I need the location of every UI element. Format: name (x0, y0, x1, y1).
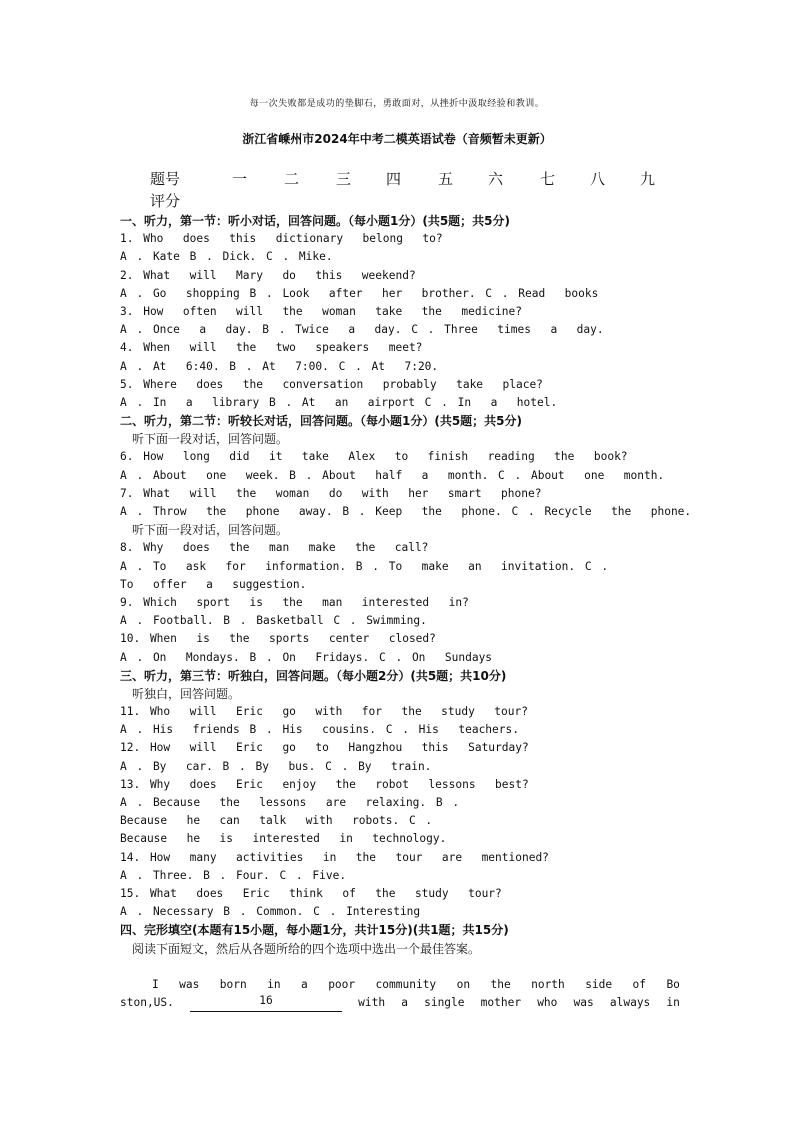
score-column: 二 (284, 170, 300, 188)
answer-options: A . To ask for information. B . To make an invitation. C . (120, 559, 609, 573)
score-column: 七 (540, 170, 556, 188)
passage-word: poor (328, 977, 356, 991)
answer-options: A . Throw the phone away. B . Keep the phone. C . Recycle the phone. (120, 505, 692, 518)
answer-options: A . In a library B . At an airport C . In a hotel. (120, 395, 558, 409)
question: 7. What will the woman do with her smart phone? (120, 486, 542, 500)
score-column: 一 (232, 170, 248, 188)
passage-word: ston,US. (120, 995, 174, 1009)
passage-word: a (401, 995, 408, 1009)
question: 9. Which sport is the man interested in? (120, 595, 469, 609)
section-heading: 一、听力，第一节：听小对话，回答问题。（每小题1分）(共5题；共5分) (120, 214, 511, 228)
passage-word: single (424, 995, 465, 1009)
motto-text: 每一次失败都是成功的垫脚石，勇敢面对，从挫折中汲取经验和教训。 (249, 99, 545, 109)
question: 14. How many activities in the tour are mentioned? (120, 850, 549, 864)
answer-options: A . At 6:40. B . At 7:00. C . At 7:20. (120, 359, 439, 373)
score-column: 六 (488, 170, 504, 188)
answer-options: A . Three. B . Four. C . Five. (120, 868, 347, 882)
page-title: 浙江省嵊州市2024年中考二模英语试卷（音频暂未更新） (242, 132, 552, 146)
passage-word: on (456, 977, 471, 991)
score-column: 三 (336, 170, 352, 188)
passage-word: mother (480, 995, 522, 1009)
passage-line-1 (120, 976, 680, 994)
question: 3. How often will the woman take the medicine? (120, 304, 522, 318)
passage-word: north (531, 977, 565, 991)
answer-options: A . By car. B . By bus. C . By train. (120, 759, 432, 773)
answer-options: A . About one week. B . About half a month. C . About one month. (120, 468, 665, 482)
answer-options: Because he can talk with robots. C . (120, 814, 433, 828)
score-column: 八 (590, 170, 606, 188)
answer-options: To offer a suggestion. (120, 577, 307, 591)
question: 10. When is the sports center closed? (120, 632, 436, 646)
passage-word: the (490, 977, 511, 991)
passage-word: in (666, 995, 680, 1009)
question: 11. Who will Eric go with for the study tour? (120, 705, 528, 719)
passage-word: in (267, 977, 281, 991)
passage (120, 976, 680, 1012)
question: 2. What will Mary do this weekend? (120, 268, 416, 282)
question: 8. Why does the man make the call? (120, 541, 429, 555)
passage-word: was (573, 995, 594, 1009)
passage-word: Bo (666, 977, 680, 991)
passage-word: side (585, 977, 613, 991)
answer-options: A . Necessary B . Common. C . Interesting (120, 905, 421, 919)
answer-options: A . His friends B . His cousins. C . His teachers. (120, 723, 519, 737)
question: 6. How long did it take Alex to finish reading the book? (120, 450, 628, 464)
passage-word: community (375, 977, 437, 991)
passage-word: with (358, 995, 386, 1009)
answer-options: Because he is interested in technology. (120, 832, 447, 846)
score-row-label: 评分 (150, 192, 181, 210)
answer-options: A . On Mondays. B . On Fridays. C . On Sundays (120, 650, 493, 664)
section-heading: 二、听力，第二节：听较长对话，回答问题。（每小题1分）(共5题；共5分) (120, 414, 523, 429)
answer-options: A . Go shopping B . Look after her brother. C . Read books (120, 286, 599, 300)
answer-options: A . Kate B . Dick. C . Mike. (120, 250, 333, 264)
question: 13. Why does Eric enjoy the robot lessons best? (120, 777, 529, 791)
section-instruction: 听独白，回答问题。 (132, 686, 241, 701)
score-column: 五 (438, 170, 454, 188)
passage-word: always (609, 995, 651, 1009)
section-heading: 三、听力，第三节：听独白，回答问题。（每小题2分）(共5题；共10分) (120, 668, 507, 683)
question: 5. Where does the conversation probably take place? (120, 377, 543, 391)
section-instruction: 听下面一段对话，回答问题。 (132, 523, 289, 538)
score-table-header-label: 题号 (150, 170, 181, 188)
section-instruction: 阅读下面短文，然后从各题所给的四个选项中选出一个最佳答案。 (132, 941, 481, 956)
passage-word: was (179, 977, 200, 991)
answer-options: A . Because the lessons are relaxing. B . (120, 796, 460, 809)
section-heading: 四、完形填空(本题有15小题，每小题1分，共计15分)(共1题；共15分) (120, 923, 509, 938)
passage-line-2 (120, 994, 680, 1012)
cloze-blank-16[interactable]: 16 (190, 994, 342, 1012)
question: 15. What does Eric think of the study tour? (120, 886, 502, 900)
passage-word: of (632, 977, 647, 991)
score-column: 四 (386, 170, 402, 188)
exam-content (120, 212, 692, 1012)
question: 1. Who does this dictionary belong to? (120, 232, 443, 246)
passage-word: a (301, 977, 308, 991)
passage-word: I (152, 977, 159, 991)
section-instruction: 听下面一段对话，回答问题。 (132, 432, 289, 447)
answer-options: A . Once a day. B . Twice a day. C . Three times a day. (120, 323, 604, 337)
question: 12. How will Eric go to Hangzhou this Saturday? (120, 741, 529, 755)
score-column: 九 (640, 170, 656, 188)
answer-options: A . Football. B . Basketball C . Swimming. (120, 614, 427, 628)
passage-word: who (537, 995, 558, 1009)
passage-word: born (219, 977, 247, 991)
question: 4. When will the two speakers meet? (120, 341, 423, 355)
